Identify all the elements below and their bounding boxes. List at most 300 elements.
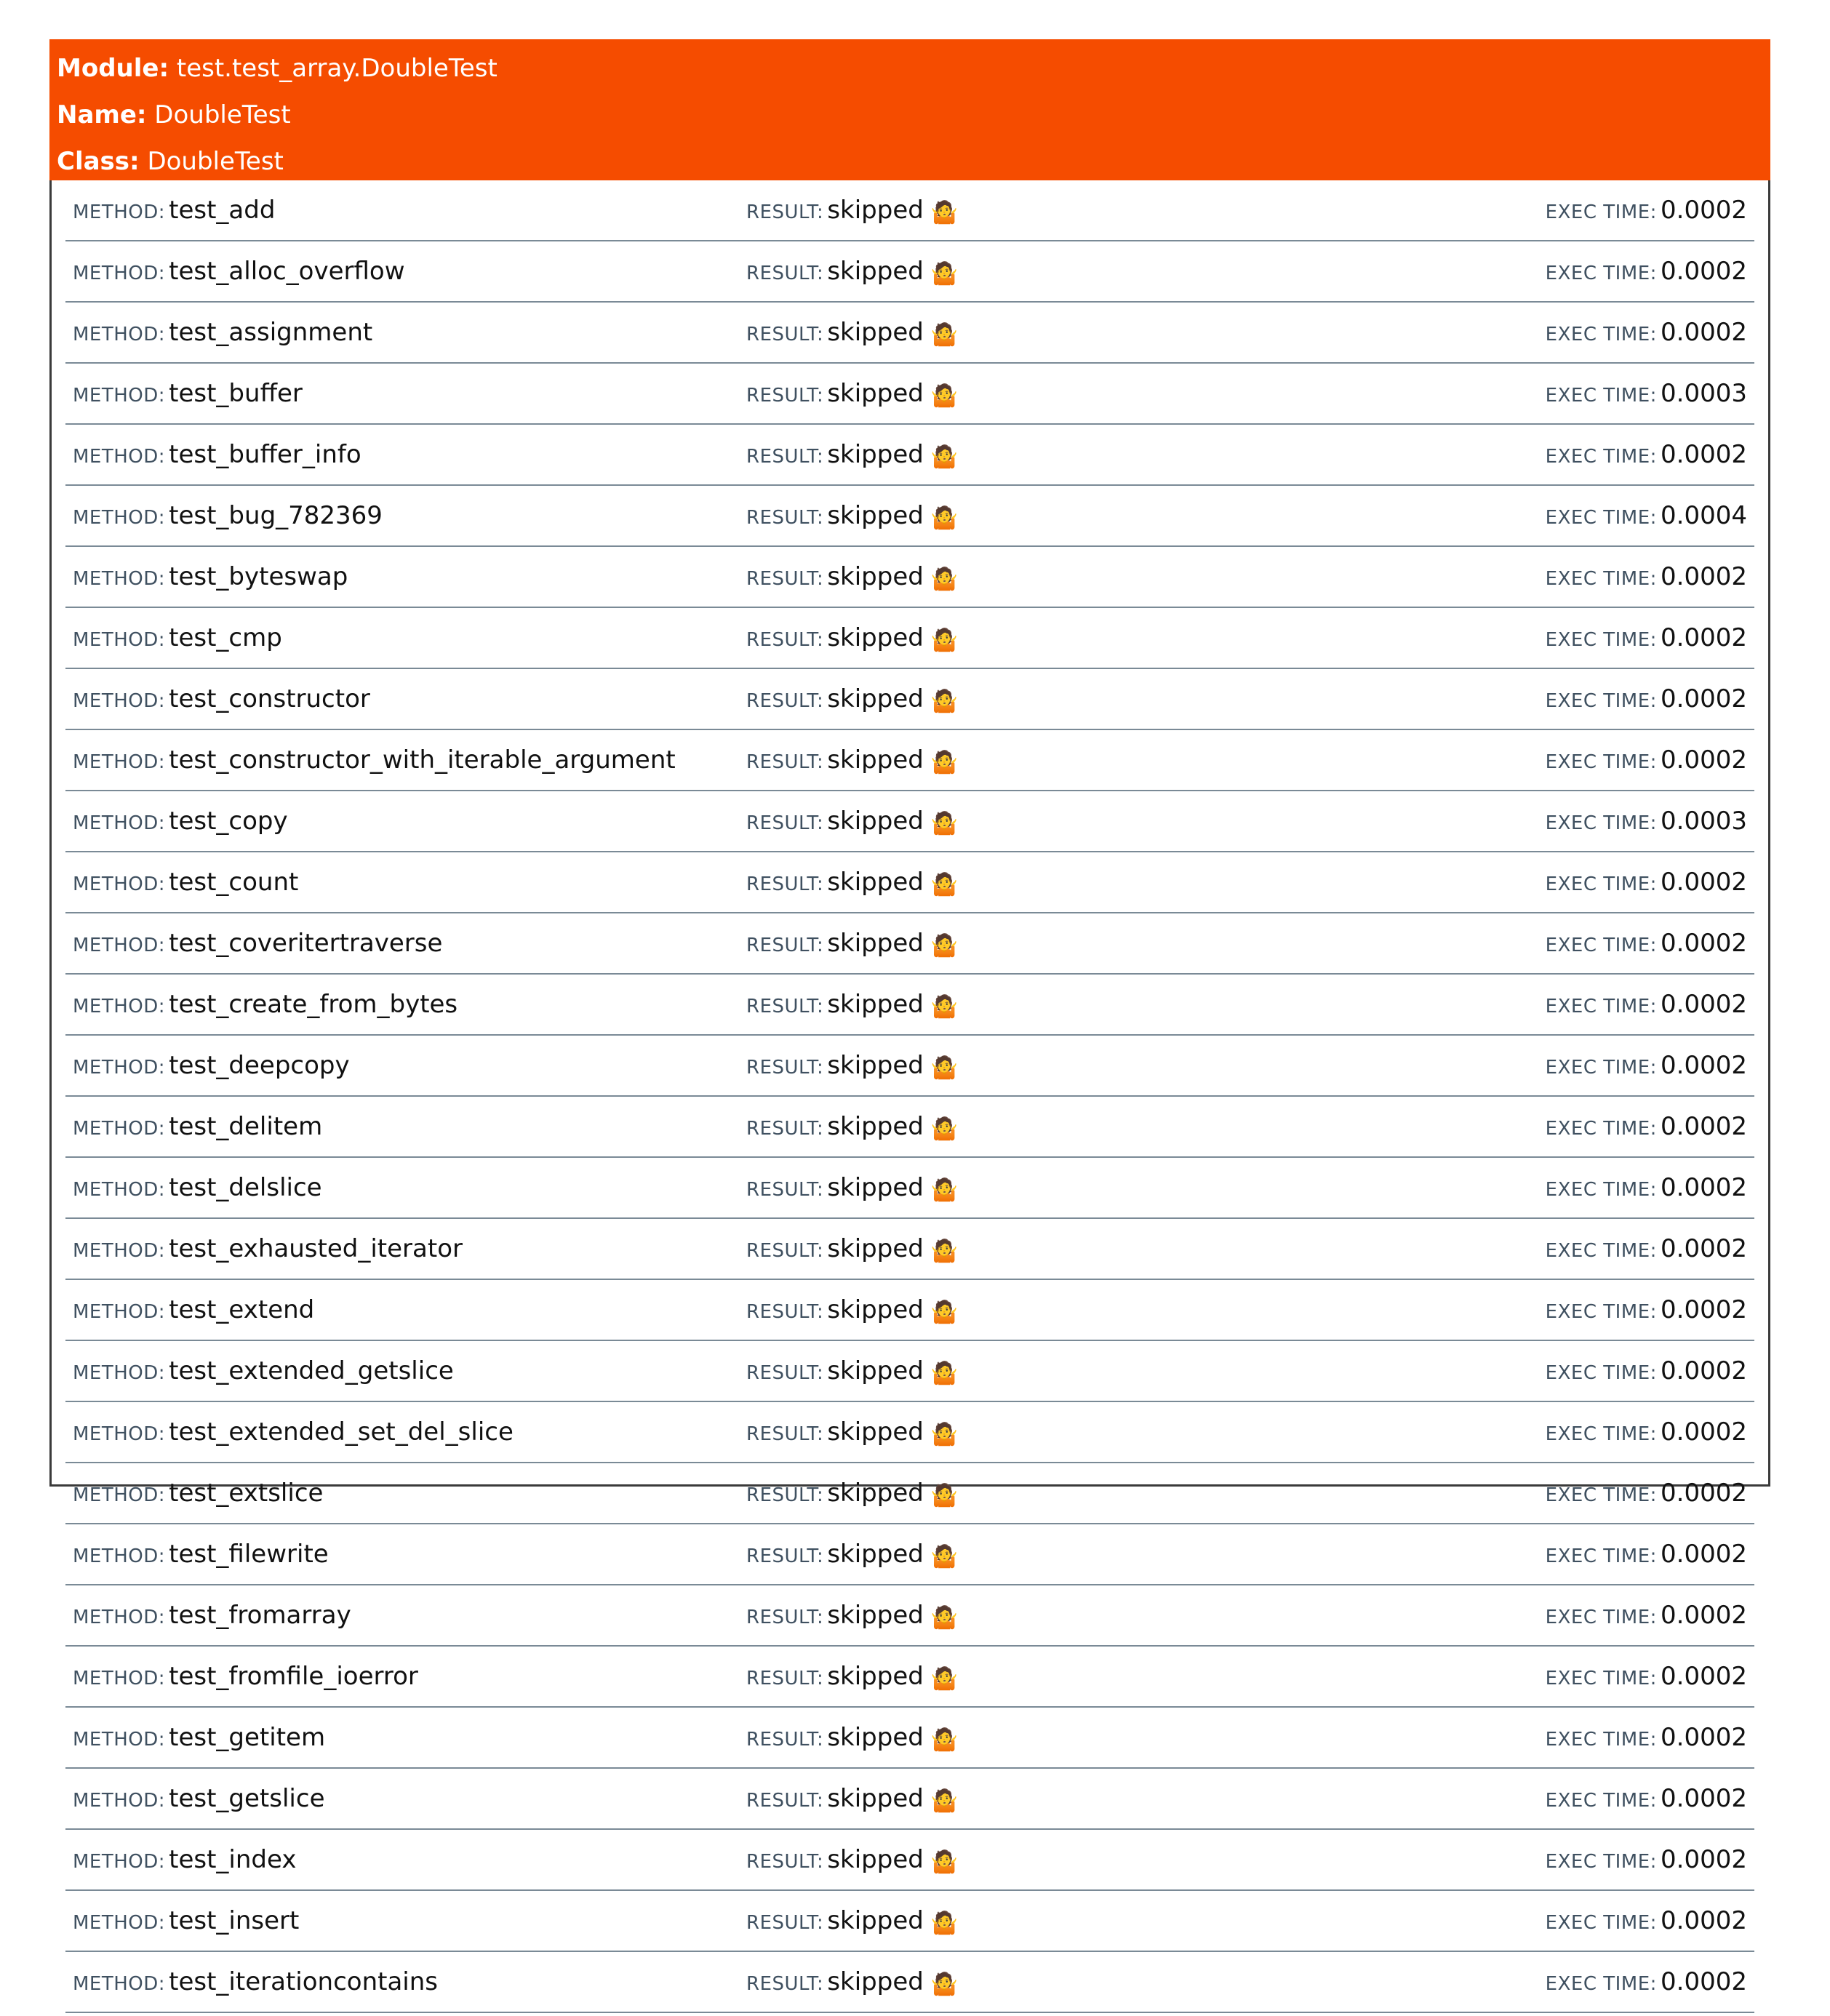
method-label: METHOD: [73, 1240, 166, 1262]
exec-time-label: EXEC TIME: [1545, 1912, 1657, 1934]
method-name: test_extended_set_del_slice [169, 1417, 514, 1447]
method-name: test_alloc_overflow [169, 257, 405, 286]
method-label: METHOD: [73, 751, 166, 773]
method-cell [73, 669, 370, 729]
method-row [65, 303, 1754, 364]
module-value: test.test_array.DoubleTest [176, 54, 498, 83]
result-label: RESULT: [746, 1545, 824, 1567]
module-label: Module: [57, 54, 169, 83]
exec-time-cell [1546, 547, 1747, 607]
method-name: test_buffer [169, 379, 303, 408]
exec-time-cell [1546, 1647, 1747, 1706]
shrug-icon: 🤷 [930, 1849, 959, 1875]
method-label: METHOD: [73, 1912, 166, 1934]
result-cell [746, 180, 958, 240]
method-cell [73, 1097, 322, 1156]
result-label: RESULT: [746, 385, 824, 407]
exec-time-value: 0.0002 [1661, 1601, 1747, 1630]
method-row [65, 1585, 1754, 1647]
method-name: test_extend [169, 1295, 315, 1324]
exec-time-label: EXEC TIME: [1545, 568, 1657, 590]
shrug-icon: 🤷 [930, 933, 959, 959]
method-cell [73, 180, 275, 240]
exec-time-value: 0.0002 [1661, 257, 1747, 286]
exec-time-label: EXEC TIME: [1545, 1118, 1657, 1140]
method-name: test_extslice [169, 1479, 324, 1508]
result-cell [746, 1097, 958, 1156]
result-cell [746, 547, 958, 607]
method-cell [73, 1952, 438, 2012]
result-label: RESULT: [746, 1973, 824, 1995]
exec-time-cell [1546, 608, 1747, 668]
result-label: RESULT: [746, 1729, 824, 1751]
result-value: skipped [827, 1173, 924, 1202]
method-label: METHOD: [73, 690, 166, 712]
method-cell [73, 486, 383, 545]
result-label: RESULT: [746, 1301, 824, 1323]
result-label: RESULT: [746, 751, 824, 773]
shrug-icon: 🤷 [930, 1483, 959, 1508]
result-cell [746, 1402, 958, 1462]
shrug-icon: 🤷 [930, 1422, 959, 1447]
result-cell [746, 1952, 958, 2012]
shrug-icon: 🤷 [930, 383, 959, 409]
exec-time-label: EXEC TIME: [1545, 1240, 1657, 1262]
exec-time-label: EXEC TIME: [1545, 263, 1657, 284]
method-row [65, 1280, 1754, 1341]
shrug-icon: 🤷 [930, 750, 959, 775]
method-cell [73, 1463, 323, 1523]
exec-time-value: 0.0002 [1661, 1234, 1747, 1263]
result-cell [746, 730, 958, 790]
result-cell [746, 1524, 958, 1584]
result-cell [746, 1647, 958, 1706]
method-label: METHOD: [73, 1607, 166, 1628]
result-value: skipped [827, 1784, 924, 1813]
method-label: METHOD: [73, 629, 166, 651]
exec-time-label: EXEC TIME: [1545, 1484, 1657, 1506]
method-label: METHOD: [73, 1545, 166, 1567]
result-label: RESULT: [746, 1423, 824, 1445]
exec-time-label: EXEC TIME: [1545, 812, 1657, 834]
method-name: test_bug_782369 [169, 501, 383, 530]
exec-time-cell [1546, 1463, 1747, 1523]
method-cell [73, 975, 458, 1034]
method-row [65, 913, 1754, 975]
name-value: DoubleTest [154, 100, 291, 129]
method-label: METHOD: [73, 1179, 166, 1201]
shrug-icon: 🤷 [930, 1727, 959, 1753]
result-label: RESULT: [746, 568, 824, 590]
result-label: RESULT: [746, 201, 824, 223]
result-cell [746, 1341, 958, 1401]
method-row [65, 975, 1754, 1036]
method-row [65, 180, 1754, 241]
method-row [65, 1097, 1754, 1158]
method-label: METHOD: [73, 568, 166, 590]
method-row [65, 547, 1754, 608]
exec-time-cell [1546, 1891, 1747, 1951]
exec-time-label: EXEC TIME: [1545, 507, 1657, 529]
method-name: test_delitem [169, 1112, 323, 1141]
exec-time-cell [1546, 303, 1747, 362]
shrug-icon: 🤷 [930, 1972, 959, 1997]
exec-time-label: EXEC TIME: [1545, 1607, 1657, 1628]
method-row [65, 1402, 1754, 1463]
exec-time-cell [1546, 975, 1747, 1034]
exec-time-cell [1546, 425, 1747, 484]
method-name: test_fromarray [169, 1601, 351, 1630]
method-cell [73, 1341, 454, 1401]
result-label: RESULT: [746, 1484, 824, 1506]
method-label: METHOD: [73, 1423, 166, 1445]
result-value: skipped [827, 1112, 924, 1141]
shrug-icon: 🤷 [930, 994, 959, 1020]
exec-time-label: EXEC TIME: [1545, 1668, 1657, 1689]
method-cell [73, 1647, 418, 1706]
method-name: test_getitem [169, 1723, 326, 1752]
method-cell [73, 547, 348, 607]
exec-time-label: EXEC TIME: [1545, 690, 1657, 712]
method-label: METHOD: [73, 1057, 166, 1079]
result-value: skipped [827, 1234, 924, 1263]
shrug-icon: 🤷 [930, 1911, 959, 1936]
method-name: test_getslice [169, 1784, 325, 1813]
result-cell [746, 913, 958, 973]
method-cell [73, 1280, 314, 1340]
result-value: skipped [827, 1601, 924, 1630]
class-line [57, 138, 1770, 185]
exec-time-value: 0.0002 [1661, 1784, 1747, 1813]
method-name: test_iterationcontains [169, 1967, 438, 1996]
method-cell [73, 364, 303, 423]
result-label: RESULT: [746, 629, 824, 651]
exec-time-cell [1546, 913, 1747, 973]
exec-time-label: EXEC TIME: [1545, 935, 1657, 956]
result-cell [746, 608, 958, 668]
exec-time-cell [1546, 1219, 1747, 1279]
exec-time-cell [1546, 1097, 1747, 1156]
result-label: RESULT: [746, 690, 824, 712]
method-cell [73, 913, 442, 973]
result-value: skipped [827, 684, 924, 713]
exec-time-value: 0.0003 [1661, 807, 1747, 836]
shrug-icon: 🤷 [930, 1666, 959, 1692]
exec-time-value: 0.0002 [1661, 1051, 1747, 1080]
method-label: METHOD: [73, 201, 166, 223]
exec-time-label: EXEC TIME: [1545, 1057, 1657, 1079]
exec-time-label: EXEC TIME: [1545, 324, 1657, 345]
exec-time-value: 0.0002 [1661, 440, 1747, 469]
method-label: METHOD: [73, 1362, 166, 1384]
shrug-icon: 🤷 [930, 322, 959, 348]
exec-time-cell [1546, 1402, 1747, 1462]
method-row [65, 1036, 1754, 1097]
exec-time-cell [1546, 486, 1747, 545]
result-value: skipped [827, 868, 924, 897]
result-label: RESULT: [746, 1851, 824, 1873]
result-value: skipped [827, 1906, 924, 1935]
result-label: RESULT: [746, 873, 824, 895]
method-label: METHOD: [73, 507, 166, 529]
exec-time-cell [1546, 1158, 1747, 1217]
method-name: test_assignment [169, 318, 373, 347]
method-name: test_add [169, 196, 276, 225]
shrug-icon: 🤷 [930, 1788, 959, 1814]
name-line [57, 92, 1770, 138]
method-name: test_cmp [169, 623, 282, 652]
exec-time-cell [1546, 669, 1747, 729]
method-row [65, 1524, 1754, 1585]
method-label: METHOD: [73, 1851, 166, 1873]
exec-time-value: 0.0002 [1661, 196, 1747, 225]
result-cell [746, 1219, 958, 1279]
method-row [65, 1647, 1754, 1708]
method-label: METHOD: [73, 1301, 166, 1323]
method-name: test_create_from_bytes [169, 990, 458, 1019]
exec-time-label: EXEC TIME: [1545, 201, 1657, 223]
shrug-icon: 🤷 [930, 872, 959, 897]
result-label: RESULT: [746, 1240, 824, 1262]
exec-time-value: 0.0002 [1661, 318, 1747, 347]
method-cell [73, 1158, 322, 1217]
method-cell [73, 852, 298, 912]
method-label: METHOD: [73, 935, 166, 956]
result-value: skipped [827, 318, 924, 347]
result-cell [746, 1891, 958, 1951]
method-row [65, 486, 1754, 547]
method-row [65, 241, 1754, 303]
method-name: test_byteswap [169, 562, 348, 591]
exec-time-label: EXEC TIME: [1545, 1423, 1657, 1445]
exec-time-label: EXEC TIME: [1545, 751, 1657, 773]
method-cell [73, 1769, 324, 1828]
exec-time-label: EXEC TIME: [1545, 1301, 1657, 1323]
result-value: skipped [827, 1845, 924, 1874]
shrug-icon: 🤷 [930, 505, 959, 531]
exec-time-label: EXEC TIME: [1545, 1179, 1657, 1201]
method-name: test_insert [169, 1906, 300, 1935]
exec-time-value: 0.0002 [1661, 745, 1747, 775]
method-cell [73, 1585, 351, 1645]
method-label: METHOD: [73, 873, 166, 895]
exec-time-value: 0.0002 [1661, 1540, 1747, 1569]
method-cell [73, 730, 676, 790]
result-cell [746, 1158, 958, 1217]
result-value: skipped [827, 1479, 924, 1508]
method-row [65, 1891, 1754, 1952]
exec-time-value: 0.0002 [1661, 623, 1747, 652]
exec-time-label: EXEC TIME: [1545, 446, 1657, 468]
exec-time-value: 0.0003 [1661, 379, 1747, 408]
exec-time-value: 0.0002 [1661, 562, 1747, 591]
exec-time-cell [1546, 1952, 1747, 2012]
exec-time-cell [1546, 791, 1747, 851]
result-cell [746, 852, 958, 912]
exec-time-cell [1546, 1769, 1747, 1828]
exec-time-value: 0.0002 [1661, 684, 1747, 713]
method-list [65, 180, 1754, 2013]
exec-time-value: 0.0002 [1661, 990, 1747, 1019]
exec-time-label: EXEC TIME: [1545, 996, 1657, 1017]
exec-time-value: 0.0002 [1661, 1112, 1747, 1141]
result-label: RESULT: [746, 263, 824, 284]
shrug-icon: 🤷 [930, 567, 959, 592]
method-row [65, 1708, 1754, 1769]
exec-time-cell [1546, 180, 1747, 240]
method-name: test_buffer_info [169, 440, 361, 469]
shrug-icon: 🤷 [930, 1605, 959, 1631]
result-label: RESULT: [746, 1912, 824, 1934]
method-row [65, 852, 1754, 913]
method-name: test_constructor_with_iterable_argument [169, 745, 676, 775]
result-label: RESULT: [746, 324, 824, 345]
shrug-icon: 🤷 [930, 811, 959, 836]
shrug-icon: 🤷 [930, 1239, 959, 1264]
exec-time-cell [1546, 1585, 1747, 1645]
method-cell [73, 1830, 296, 1889]
result-value: skipped [827, 1356, 924, 1385]
exec-time-value: 0.0002 [1661, 1173, 1747, 1202]
result-cell [746, 1585, 958, 1645]
method-label: METHOD: [73, 1973, 166, 1995]
shrug-icon: 🤷 [930, 1177, 959, 1203]
exec-time-value: 0.0002 [1661, 1417, 1747, 1447]
method-row [65, 669, 1754, 730]
name-label: Name: [57, 100, 147, 129]
method-row [65, 791, 1754, 852]
method-row [65, 1219, 1754, 1280]
method-row [65, 1769, 1754, 1830]
shrug-icon: 🤷 [930, 1544, 959, 1569]
result-cell [746, 1769, 958, 1828]
result-label: RESULT: [746, 1118, 824, 1140]
method-cell [73, 303, 372, 362]
class-header [49, 39, 1770, 180]
exec-time-label: EXEC TIME: [1545, 1851, 1657, 1873]
module-line [57, 45, 1770, 92]
method-row [65, 364, 1754, 425]
method-cell [73, 791, 288, 851]
result-cell [746, 1830, 958, 1889]
result-value: skipped [827, 379, 924, 408]
method-name: test_fromfile_ioerror [169, 1662, 418, 1691]
method-label: METHOD: [73, 1484, 166, 1506]
result-label: RESULT: [746, 1057, 824, 1079]
exec-time-label: EXEC TIME: [1545, 1790, 1657, 1812]
result-value: skipped [827, 1417, 924, 1447]
result-cell [746, 303, 958, 362]
method-label: METHOD: [73, 996, 166, 1017]
shrug-icon: 🤷 [930, 689, 959, 714]
shrug-icon: 🤷 [930, 1055, 959, 1081]
method-label: METHOD: [73, 446, 166, 468]
exec-time-value: 0.0002 [1661, 1967, 1747, 1996]
class-value: DoubleTest [147, 147, 284, 176]
result-value: skipped [827, 745, 924, 775]
method-name: test_extended_getslice [169, 1356, 454, 1385]
exec-time-value: 0.0004 [1661, 501, 1747, 530]
class-label: Class: [57, 147, 140, 176]
result-value: skipped [827, 929, 924, 958]
result-cell [746, 241, 958, 301]
exec-time-value: 0.0002 [1661, 868, 1747, 897]
method-cell [73, 241, 405, 301]
shrug-icon: 🤷 [930, 261, 959, 287]
method-cell [73, 1036, 350, 1095]
exec-time-cell [1546, 852, 1747, 912]
result-value: skipped [827, 1295, 924, 1324]
exec-time-label: EXEC TIME: [1545, 1729, 1657, 1751]
method-row [65, 730, 1754, 791]
result-label: RESULT: [746, 996, 824, 1017]
exec-time-cell [1546, 1341, 1747, 1401]
exec-time-value: 0.0002 [1661, 1662, 1747, 1691]
exec-time-value: 0.0002 [1661, 1723, 1747, 1752]
method-cell [73, 1891, 299, 1951]
exec-time-value: 0.0002 [1661, 1906, 1747, 1935]
exec-time-value: 0.0002 [1661, 1295, 1747, 1324]
method-name: test_exhausted_iterator [169, 1234, 463, 1263]
result-label: RESULT: [746, 812, 824, 834]
result-label: RESULT: [746, 1668, 824, 1689]
method-cell [73, 1402, 514, 1462]
exec-time-value: 0.0002 [1661, 1479, 1747, 1508]
method-row [65, 1158, 1754, 1219]
method-label: METHOD: [73, 263, 166, 284]
method-label: METHOD: [73, 1118, 166, 1140]
result-value: skipped [827, 1967, 924, 1996]
shrug-icon: 🤷 [930, 1300, 959, 1325]
exec-time-value: 0.0002 [1661, 929, 1747, 958]
result-value: skipped [827, 990, 924, 1019]
exec-time-cell [1546, 241, 1747, 301]
result-label: RESULT: [746, 446, 824, 468]
shrug-icon: 🤷 [930, 1116, 959, 1142]
method-name: test_index [169, 1845, 297, 1874]
result-value: skipped [827, 562, 924, 591]
result-cell [746, 791, 958, 851]
result-value: skipped [827, 257, 924, 286]
result-cell [746, 1463, 958, 1523]
method-cell [73, 1708, 325, 1767]
method-name: test_filewrite [169, 1540, 329, 1569]
exec-time-cell [1546, 1280, 1747, 1340]
result-label: RESULT: [746, 1362, 824, 1384]
method-row [65, 608, 1754, 669]
shrug-icon: 🤷 [930, 444, 959, 470]
shrug-icon: 🤷 [930, 1361, 959, 1386]
exec-time-label: EXEC TIME: [1545, 1545, 1657, 1567]
result-value: skipped [827, 196, 924, 225]
exec-time-label: EXEC TIME: [1545, 873, 1657, 895]
method-label: METHOD: [73, 1729, 166, 1751]
result-cell [746, 1708, 958, 1767]
method-row [65, 1463, 1754, 1524]
exec-time-value: 0.0002 [1661, 1845, 1747, 1874]
method-name: test_constructor [169, 684, 370, 713]
result-value: skipped [827, 501, 924, 530]
method-name: test_count [169, 868, 299, 897]
exec-time-cell [1546, 1036, 1747, 1095]
result-value: skipped [827, 623, 924, 652]
exec-time-cell [1546, 730, 1747, 790]
method-label: METHOD: [73, 324, 166, 345]
method-row [65, 425, 1754, 486]
result-cell [746, 425, 958, 484]
result-label: RESULT: [746, 935, 824, 956]
result-label: RESULT: [746, 507, 824, 529]
